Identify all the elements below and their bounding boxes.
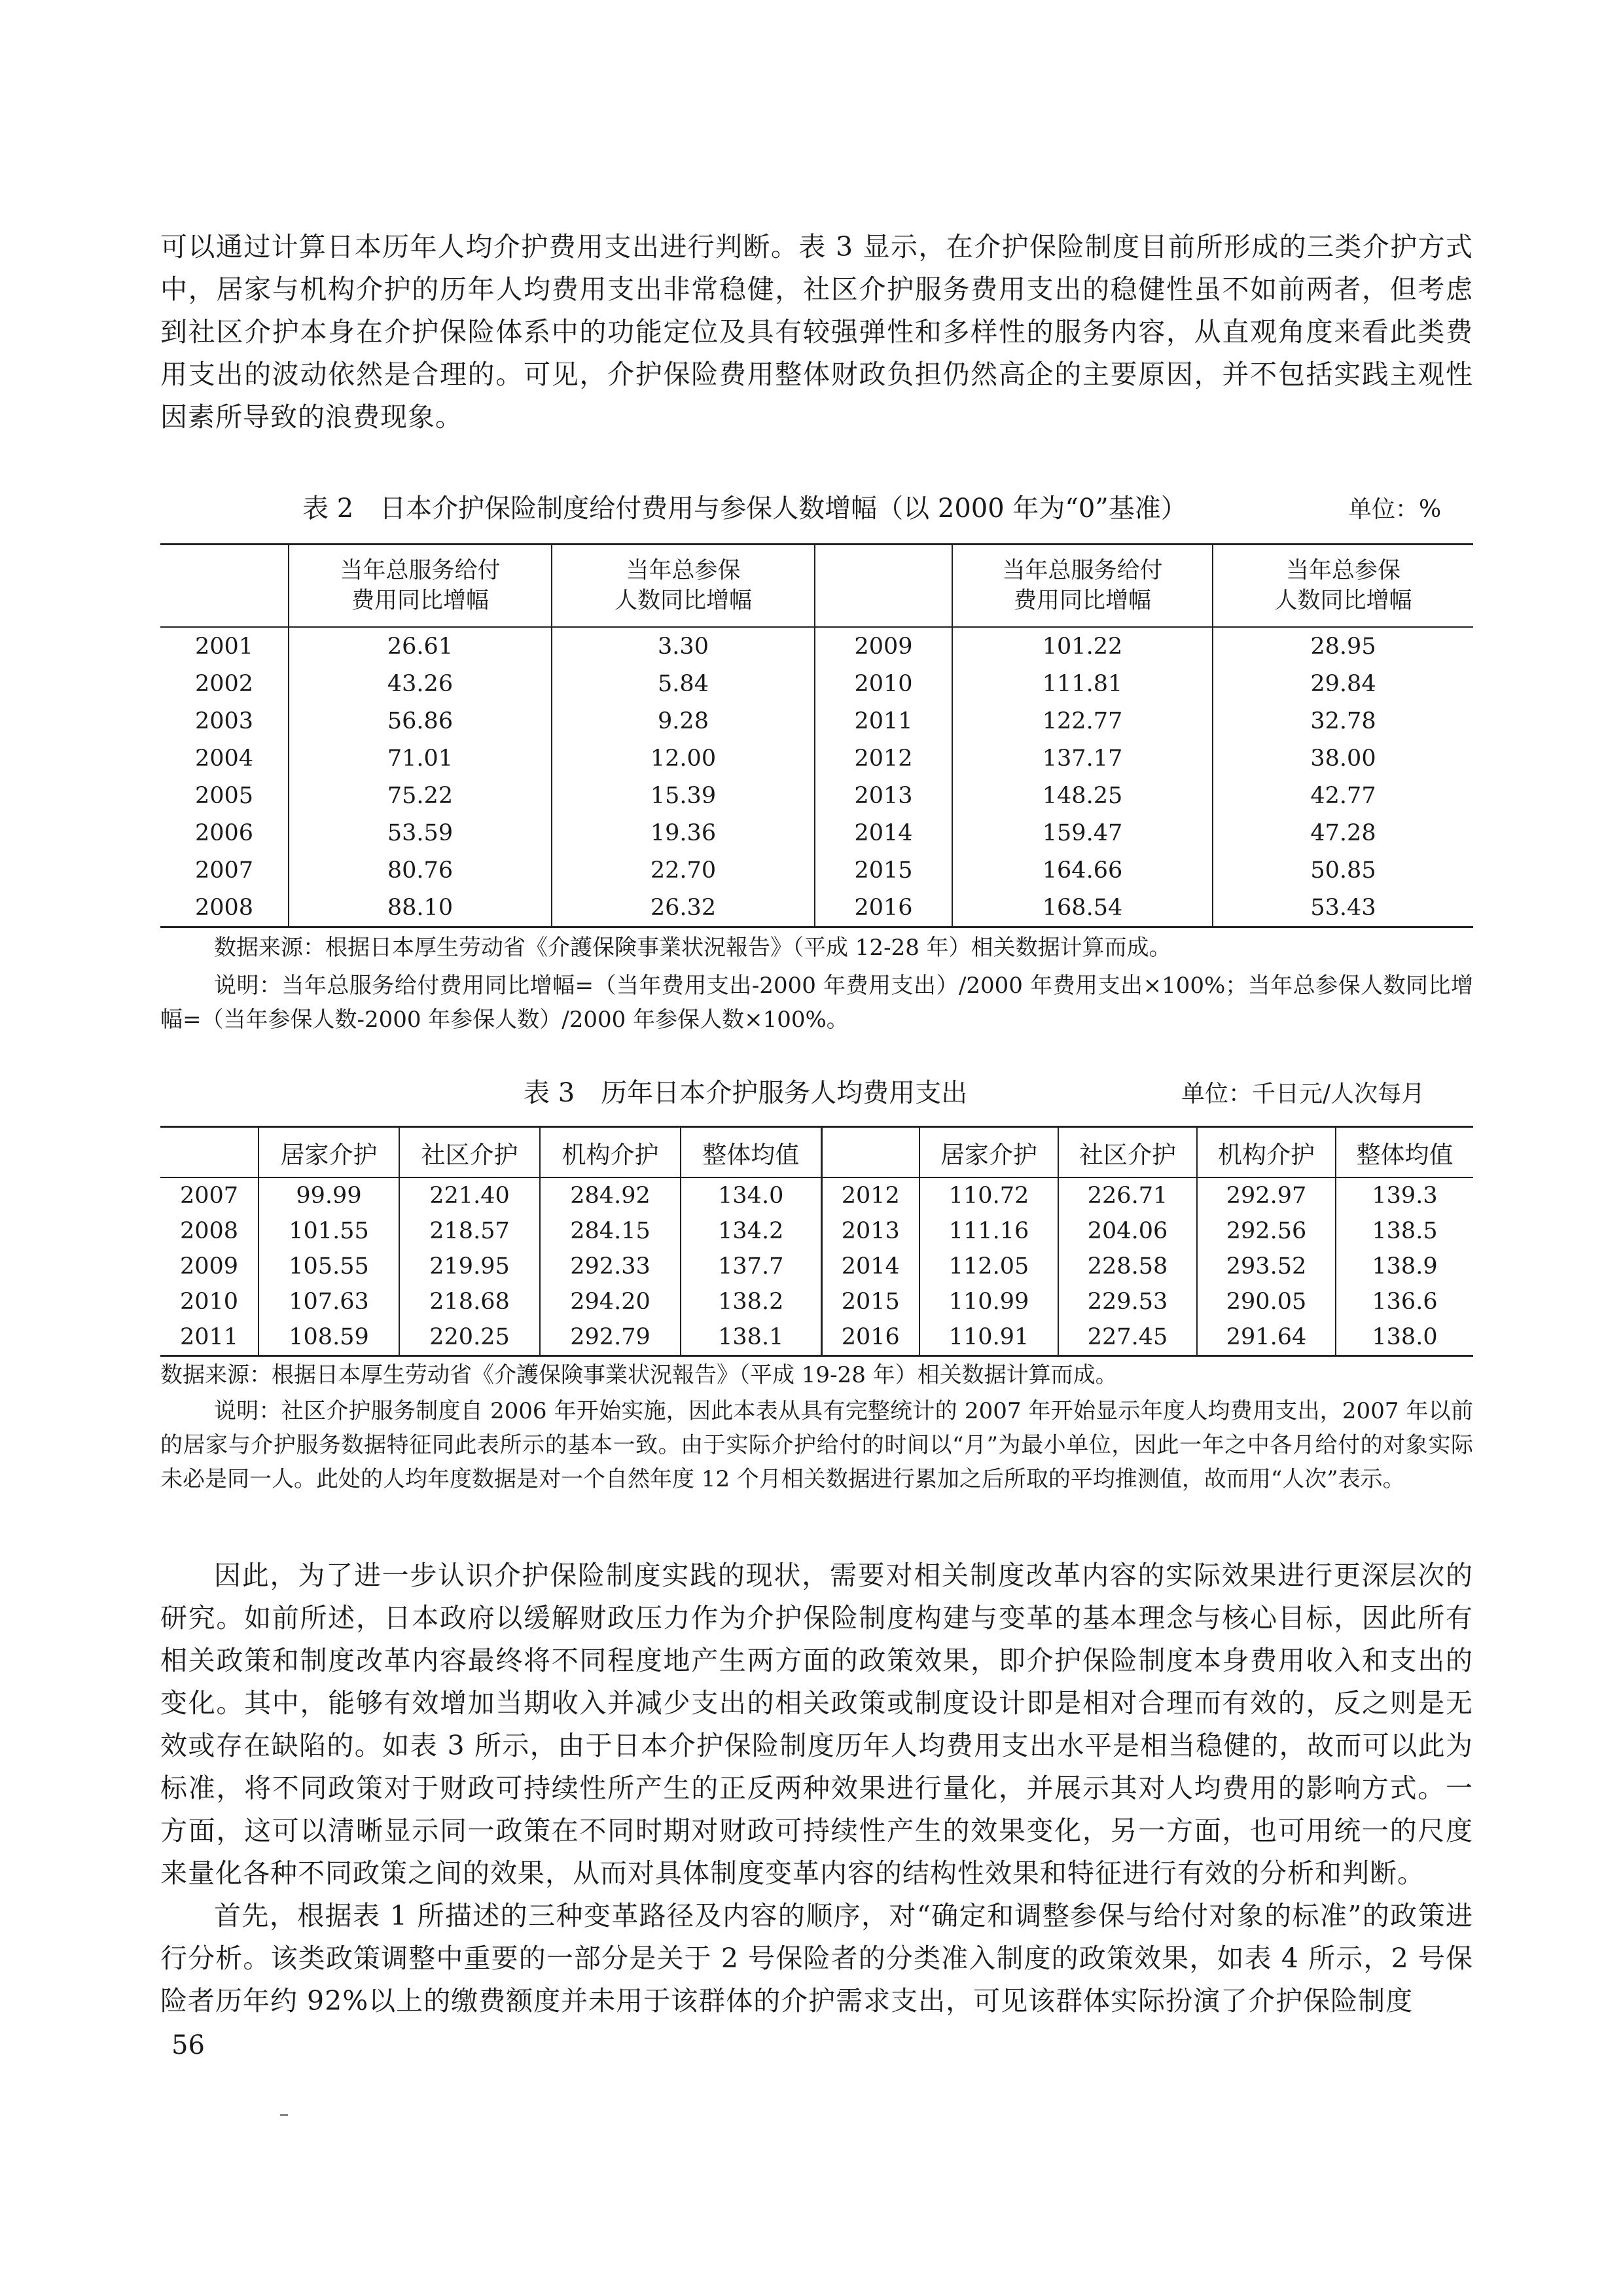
table3-cell-community: 229.53 (1058, 1284, 1197, 1319)
table2-cell-benefit: 159.47 (952, 814, 1213, 852)
table2-cell-benefit: 164.66 (952, 852, 1213, 889)
table3-cell-average: 138.1 (681, 1319, 821, 1356)
page-number: 56 (171, 2030, 205, 2060)
table3-cell-facility: 292.56 (1197, 1213, 1336, 1249)
table2-cell-insured: 26.32 (552, 889, 815, 927)
table3-header-facility: 机构介护 (540, 1127, 681, 1178)
table2-cell-insured: 12.00 (552, 740, 815, 777)
table3-cell-home: 105.55 (259, 1249, 399, 1284)
table2-source: 数据来源：根据日本厚生劳动省《介護保険事業状況報告》（平成 12-28 年）相关数据计算而成。 (214, 935, 1171, 961)
table3-header-year (160, 1127, 259, 1178)
table3-cell-average: 138.2 (681, 1284, 821, 1319)
table-row (160, 1249, 1473, 1284)
table3-cell-facility: 294.20 (540, 1284, 681, 1319)
table-row (160, 1177, 1473, 1213)
table2-header-benefit (289, 545, 552, 628)
table2-caption: 表 2 日本介护保险制度给付费用与参保人数增幅（以 2000 年为“0”基准） (302, 493, 1187, 524)
table3-cell-average: 136.6 (1336, 1284, 1473, 1319)
intro-paragraph: 可以通过计算日本历年人均介护费用支出进行判断。表 3 显示，在介护保险制度目前所形成的三类介护方式中，居家与机构介护的历年人均费用支出非常稳健，社区介护服务费用支出的稳健性虽不如前两者，但考虑到社区介护本身在介护保险体系中的功能定位及具有较强弹性和多样性的服务内容，从直观角度来看此类费用支出的波动依然是合理的。可见，介护保险费用整体财政负担仍然高企的主要原因，并不包括实践主观性因素所导致的浪费现象。 (160, 231, 1473, 433)
table3-cell-year: 2007 (179, 1183, 239, 1209)
table3-cell-home: 110.72 (919, 1177, 1058, 1213)
table2-cell-year: 2010 (815, 665, 952, 702)
table3-header-home-right: 居家介护 (919, 1127, 1058, 1178)
table3-cell-average: 134.2 (681, 1213, 821, 1249)
table-row (160, 852, 1473, 889)
table2-cell-year: 2012 (815, 740, 952, 777)
table-row (160, 665, 1473, 702)
table3 (160, 1126, 1473, 1357)
table2-cell-insured: 32.78 (1213, 702, 1473, 740)
table2-cell-year: 2006 (194, 819, 254, 846)
table2 (160, 543, 1473, 928)
table2-cell-benefit: 26.61 (289, 627, 552, 665)
table3-cell-home: 110.99 (919, 1284, 1058, 1319)
table3-cell-community: 204.06 (1058, 1213, 1197, 1249)
table2-cell-insured: 50.85 (1213, 852, 1473, 889)
table2-header-benefit-line1: 当年总服务给付 (340, 558, 501, 584)
table3-header-row (160, 1127, 1473, 1178)
table2-header-row (160, 545, 1473, 628)
table-row (160, 1319, 1473, 1356)
table3-header-community-right: 社区介护 (1058, 1127, 1197, 1178)
table3-header-home: 居家介护 (259, 1127, 399, 1178)
table2-cell-benefit: 88.10 (289, 889, 552, 927)
table3-cell-year: 2009 (179, 1253, 239, 1280)
table2-cell-insured: 9.28 (552, 702, 815, 740)
table3-cell-year: 2012 (821, 1177, 919, 1213)
table-row (160, 889, 1473, 927)
body-paragraph-1: 因此，为了进一步认识介护保险制度实践的现状，需要对相关制度改革内容的实际效果进行更深层次的研究。如前所述，日本政府以缓解财政压力作为介护保险制度构建与变革的基本理念与核心目标，因此所有相关政策和制度改革内容最终将不同程度地产生两方面的政策效果，即介护保险制度本身费用收入和支出的变化。其中，能够有效增加当期收入并减少支出的相关政策或制度设计即是相对合理而有效的，反之则是无效或存在缺陷的。如表 3 所示，由于日本介护保险制度历年人均费用支出水平是相当稳健的，故而可以此为标准，将不同政策对于财政可持续性所产生的正反两种效果进行量化，并展示其对人均费用的影响方式。一方面，这可以清晰显示同一政策在不同时期对财政可持续性产生的效果变化，另一方面，也可用统一的尺度来量化各种不同政策之间的效果，从而对具体制度变革内容的结构性效果和特征进行有效的分析和判断。 (160, 1560, 1473, 1889)
table2-cell-year: 2011 (815, 702, 952, 740)
table2-cell-benefit: 53.59 (289, 814, 552, 852)
table2-cell-year: 2004 (194, 745, 254, 772)
table2-cell-year: 2005 (194, 782, 254, 809)
table-row (160, 740, 1473, 777)
table3-cell-average: 138.0 (1336, 1319, 1473, 1356)
table3-note: 说明：社区介护服务制度自 2006 年开始实施，因此本表从具有完整统计的 2007 年开始显示年度人均费用支出，2007 年以前的居家与介护服务数据特征同此表所示的基本一致。由于实际介护给付的时间以“月”为最小单位，因此一年之中各月给付的对象实际未必是同一人。此处的人均年度数据是对一个自然年度 12 个月相关数据进行累加之后所取的平均推测值，故而用“人次”表示。 (160, 1398, 1473, 1492)
table3-cell-facility: 292.97 (1197, 1177, 1336, 1213)
table2-cell-benefit: 137.17 (952, 740, 1213, 777)
table3-cell-average: 137.7 (681, 1249, 821, 1284)
table3-cell-community: 218.68 (399, 1284, 540, 1319)
table2-cell-insured: 19.36 (552, 814, 815, 852)
table2-cell-benefit: 122.77 (952, 702, 1213, 740)
table2-header-benefit-right (952, 545, 1213, 628)
table3-cell-community: 220.25 (399, 1319, 540, 1356)
table3-header-average-right: 整体均值 (1336, 1127, 1473, 1178)
table2-cell-insured: 22.70 (552, 852, 815, 889)
table2-cell-year: 2002 (194, 670, 254, 697)
table2-cell-benefit: 168.54 (952, 889, 1213, 927)
table2-header-benefit-line2: 费用同比增幅 (351, 588, 489, 614)
table3-cell-year: 2013 (821, 1213, 919, 1249)
table2-cell-year: 2016 (815, 889, 952, 927)
table3-cell-community: 219.95 (399, 1249, 540, 1284)
table2-cell-year: 2008 (194, 894, 254, 921)
table3-cell-home: 112.05 (919, 1249, 1058, 1284)
table3-cell-average: 139.3 (1336, 1177, 1473, 1213)
table2-cell-benefit: 71.01 (289, 740, 552, 777)
table3-header-community: 社区介护 (399, 1127, 540, 1178)
table-row (160, 814, 1473, 852)
table3-cell-community: 227.45 (1058, 1319, 1197, 1356)
table2-cell-insured: 38.00 (1213, 740, 1473, 777)
table3-cell-average: 138.5 (1336, 1213, 1473, 1249)
table3-cell-home: 99.99 (259, 1177, 399, 1213)
table2-cell-insured: 47.28 (1213, 814, 1473, 852)
table2-header-insured (552, 545, 815, 628)
table2-cell-year: 2007 (194, 857, 254, 884)
table2-cell-year: 2003 (194, 708, 254, 734)
table2-header-benefit-right-line2: 费用同比增幅 (1013, 588, 1151, 614)
table3-cell-home: 111.16 (919, 1213, 1058, 1249)
table2-header-insured-right-line2: 人数同比增幅 (1274, 588, 1412, 614)
table2-cell-benefit: 148.25 (952, 777, 1213, 814)
table2-header-year (160, 545, 289, 628)
table2-cell-benefit: 111.81 (952, 665, 1213, 702)
table-row (160, 1213, 1473, 1249)
table3-caption: 表 3 历年日本介护服务人均费用支出 (524, 1078, 968, 1108)
table2-cell-insured: 53.43 (1213, 889, 1473, 927)
table3-cell-year: 2015 (821, 1284, 919, 1319)
table3-header-average: 整体均值 (681, 1127, 821, 1178)
table-row (160, 777, 1473, 814)
table3-cell-community: 228.58 (1058, 1249, 1197, 1284)
table2-note: 说明：当年总服务给付费用同比增幅=（当年费用支出-2000 年费用支出）/2000 年费用支出×100%；当年总参保人数同比增幅=（当年参保人数-2000 年参保人数）/2000 年参保人数×100%。 (160, 973, 1473, 1033)
table3-cell-average: 134.0 (681, 1177, 821, 1213)
table3-cell-facility: 293.52 (1197, 1249, 1336, 1284)
table2-cell-insured: 5.84 (552, 665, 815, 702)
table3-cell-facility: 292.33 (540, 1249, 681, 1284)
table2-cell-insured: 42.77 (1213, 777, 1473, 814)
table3-cell-average: 138.9 (1336, 1249, 1473, 1284)
table3-source: 数据来源：根据日本厚生劳动省《介護保険事業状況報告》（平成 19-28 年）相关数据计算而成。 (160, 1362, 1118, 1388)
table2-cell-insured: 15.39 (552, 777, 815, 814)
table2-unit: 单位：% (1348, 496, 1442, 523)
table3-cell-year: 2014 (821, 1249, 919, 1284)
table2-header-year-right (815, 545, 952, 628)
table3-header-facility-right: 机构介护 (1197, 1127, 1336, 1178)
table3-unit: 单位：千日元/人次每月 (1181, 1081, 1425, 1107)
table3-cell-year: 2010 (179, 1289, 239, 1315)
table2-cell-insured: 29.84 (1213, 665, 1473, 702)
table2-cell-year: 2014 (815, 814, 952, 852)
table2-cell-year: 2001 (194, 633, 254, 660)
table3-cell-year: 2011 (179, 1324, 239, 1350)
table3-cell-facility: 292.79 (540, 1319, 681, 1356)
table2-cell-benefit: 101.22 (952, 627, 1213, 665)
table3-cell-community: 218.57 (399, 1213, 540, 1249)
table2-cell-benefit: 75.22 (289, 777, 552, 814)
table-row (160, 627, 1473, 665)
table3-cell-year: 2008 (179, 1218, 239, 1244)
table2-header-benefit-right-line1: 当年总服务给付 (1002, 558, 1163, 584)
table2-cell-insured: 3.30 (552, 627, 815, 665)
table-row (160, 1284, 1473, 1319)
table3-cell-community: 221.40 (399, 1177, 540, 1213)
table2-header-insured-line1: 当年总参保 (626, 558, 741, 584)
table-row (160, 702, 1473, 740)
scan-mark (280, 2114, 288, 2116)
table2-header-insured-right (1213, 545, 1473, 628)
table2-header-insured-line2: 人数同比增幅 (614, 588, 752, 614)
table2-header-insured-right-line1: 当年总参保 (1285, 558, 1400, 584)
table3-cell-year: 2016 (821, 1319, 919, 1356)
table2-cell-benefit: 43.26 (289, 665, 552, 702)
table2-cell-benefit: 80.76 (289, 852, 552, 889)
table2-cell-benefit: 56.86 (289, 702, 552, 740)
table3-cell-home: 110.91 (919, 1319, 1058, 1356)
table3-cell-home: 108.59 (259, 1319, 399, 1356)
table3-cell-home: 107.63 (259, 1284, 399, 1319)
table3-cell-home: 101.55 (259, 1213, 399, 1249)
table3-cell-facility: 284.92 (540, 1177, 681, 1213)
table2-cell-insured: 28.95 (1213, 627, 1473, 665)
table3-cell-community: 226.71 (1058, 1177, 1197, 1213)
body-paragraph-2: 首先，根据表 1 所描述的三种变革路径及内容的顺序，对“确定和调整参保与给付对象的标准”的政策进行分析。该类政策调整中重要的一部分是关于 2 号保险者的分类准入制度的政策效果，如表 4 所示，2 号保险者历年约 92%以上的缴费额度并未用于该群体的介护需求支出，可见该群体实际扮演了介护保险制度 (160, 1900, 1473, 2017)
table2-cell-year: 2013 (815, 777, 952, 814)
table3-cell-facility: 291.64 (1197, 1319, 1336, 1356)
table2-cell-year: 2015 (815, 852, 952, 889)
table2-cell-year: 2009 (815, 627, 952, 665)
table3-cell-facility: 284.15 (540, 1213, 681, 1249)
table3-cell-facility: 290.05 (1197, 1284, 1336, 1319)
table3-header-year-right (821, 1127, 919, 1178)
